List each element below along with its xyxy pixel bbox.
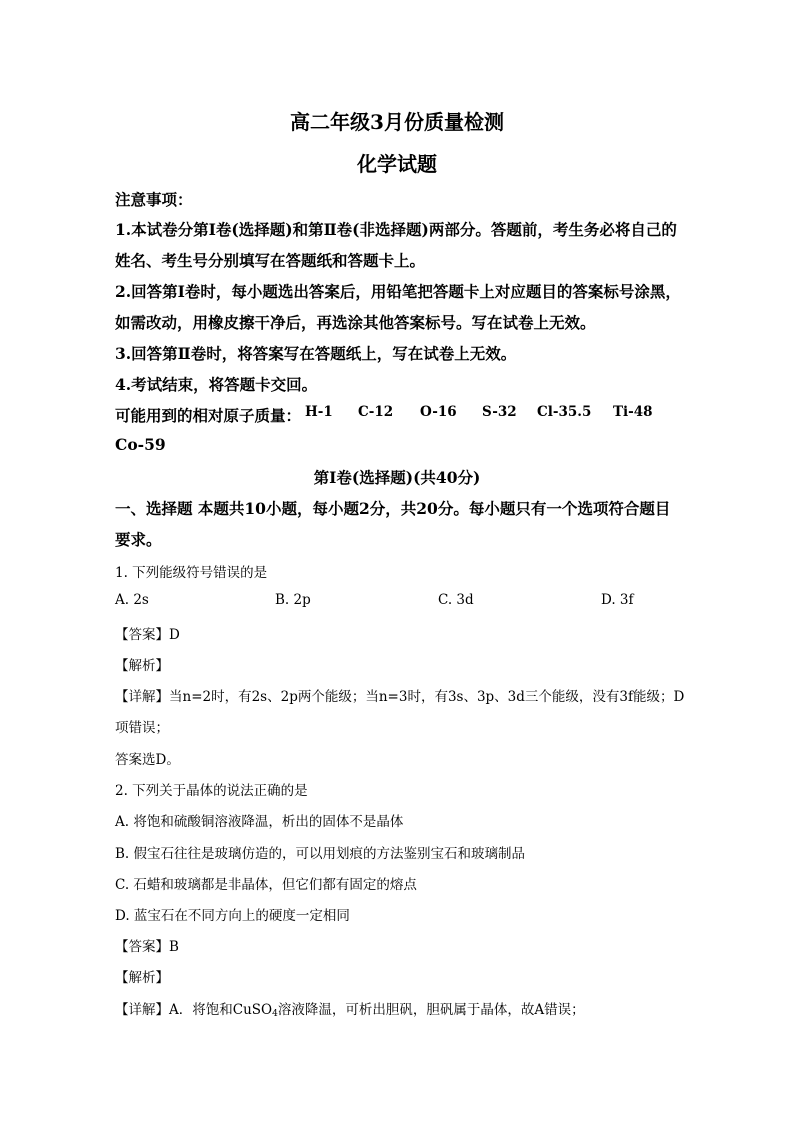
q1-detail-cont: 项错误； <box>115 720 169 736</box>
atomic-mass: O-16 <box>420 404 457 420</box>
q2-detail <box>115 998 585 1019</box>
atomic-mass: Cl-35.5 <box>537 404 592 420</box>
q1-answer: 【答案】D <box>115 627 180 643</box>
q1-option-d: D. 3f <box>601 592 634 608</box>
atomic-mass: C-12 <box>358 404 394 420</box>
atomic-mass-label: 可能用到的相对原子质量： <box>115 406 302 425</box>
notice-line: 1.本试卷分第Ⅰ卷(选择题)和第Ⅱ卷(非选择题)两部分。答题前，考生务必将自己的 <box>115 220 677 239</box>
q2-analysis: 【解析】 <box>115 970 169 986</box>
q1-analysis: 【解析】 <box>115 658 169 674</box>
atomic-mass: S-32 <box>482 404 517 420</box>
notice-line: 姓名、考生号分别填写在答题纸和答题卡上。 <box>115 251 426 270</box>
chemical-formula: CuSO <box>232 1002 273 1018</box>
notice-heading: 注意事项： <box>115 190 193 209</box>
page-title: 高二年级3月份质量检测 <box>290 110 504 134</box>
q2-option-b: B. 假宝石往往是玻璃仿造的，可以用划痕的方法鉴别宝石和玻璃制品 <box>115 846 526 862</box>
q2-answer: 【答案】B <box>115 939 179 955</box>
atomic-mass: Ti-48 <box>613 404 653 420</box>
q1-option-a: A. 2s <box>115 592 149 608</box>
q2-option-d: D. 蓝宝石在不同方向上的硬度一定相同 <box>115 908 350 924</box>
notice-line: 2.回答第Ⅰ卷时，每小题选出答案后，用铅笔把答题卡上对应题目的答案标号涂黑， <box>115 282 681 301</box>
page-subtitle: 化学试题 <box>357 152 437 176</box>
q2-detail-post: 溶液降温，可析出胆矾，胆矾属于晶体，故A错误； <box>277 1002 585 1018</box>
q2-stem: 2. 下列关于晶体的说法正确的是 <box>115 783 308 799</box>
part1-heading: 第Ⅰ卷(选择题)(共40分) <box>313 468 481 487</box>
q2-detail-pre: 【详解】A．将饱和 <box>115 1002 233 1018</box>
atomic-mass: H-1 <box>305 404 333 420</box>
q1-conclusion: 答案选D。 <box>115 752 180 768</box>
q1-option-c: C. 3d <box>438 592 474 608</box>
notice-line: 4.考试结束，将答题卡交回。 <box>115 375 318 394</box>
atomic-mass: Co-59 <box>115 435 166 454</box>
q2-option-a: A. 将饱和硫酸铜溶液降温，析出的固体不是晶体 <box>115 814 404 830</box>
q2-option-c: C. 石蜡和玻璃都是非晶体，但它们都有固定的熔点 <box>115 877 417 893</box>
q1-option-b: B. 2p <box>275 592 311 608</box>
section-heading-cont: 要求。 <box>115 530 162 549</box>
notice-line: 3.回答第Ⅱ卷时，将答案写在答题纸上，写在试卷上无效。 <box>115 344 517 363</box>
notice-line: 如需改动，用橡皮擦干净后，再选涂其他答案标号。写在试卷上无效。 <box>115 313 596 332</box>
section-heading: 一、选择题 本题共10小题，每小题2分，共20分。每小题只有一个选项符合题目 <box>115 499 671 518</box>
formula-subscript: 4 <box>272 1009 278 1019</box>
q1-stem: 1. 下列能级符号错误的是 <box>115 565 268 581</box>
q1-detail: 【详解】当n=2时，有2s、2p两个能级；当n=3时，有3s、3p、3d三个能级，没有3f能级；D <box>115 689 685 705</box>
